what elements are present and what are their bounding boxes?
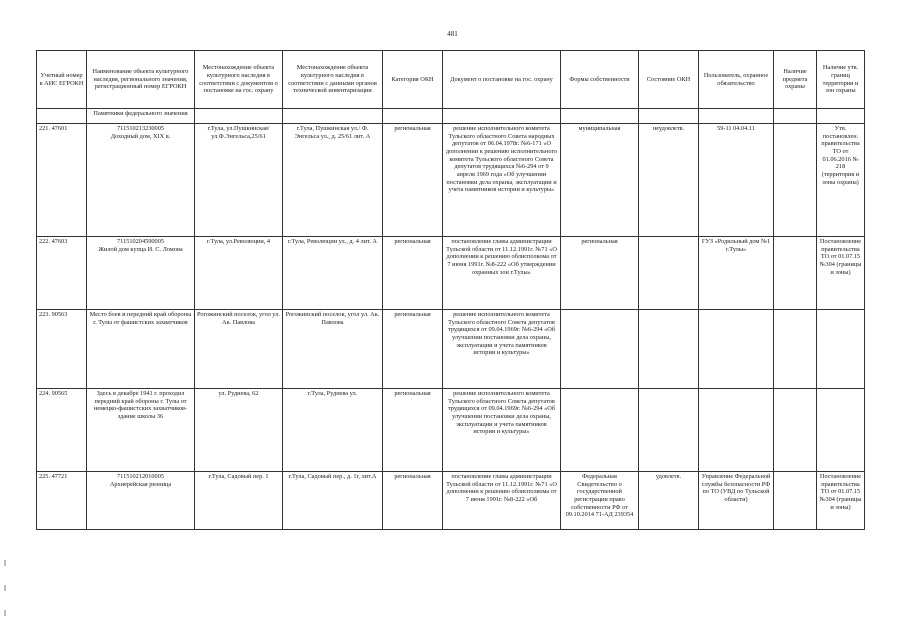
- cell-object-name: 711510212010005 Архиерейская ризница: [87, 472, 195, 530]
- cell-registry-number: 221. 47601: [37, 124, 87, 237]
- cell-category: региональная: [383, 237, 443, 310]
- cell-protection-subject: [774, 389, 817, 472]
- cell-category: региональная: [383, 472, 443, 530]
- scan-edge-mark: [4, 585, 6, 591]
- cell-location-tech: г.Тула, Революции ул., д. 4 лит. А: [283, 237, 383, 310]
- cell-protection-document: решение исполнительного комитета Тульского областного Совета депутатов трудящихся от 09.04.1969г. №6-294 «Об улучшении постановки дела охраны, эксплуатации и учета памятников истории и культуры»: [443, 389, 561, 472]
- header-registry-number: Учетный номер в АИС ЕГРОКН: [37, 51, 87, 109]
- header-boundaries: Наличие утв. границ территории и зон охраны: [817, 51, 865, 109]
- header-user-obligation: Пользователь, охранное обязательство: [699, 51, 774, 109]
- header-location-tech: Местонахождение объекта культурного наследия в соответствии с данными органов технической инвентаризации: [283, 51, 383, 109]
- scan-edge-mark: [4, 610, 6, 616]
- header-row: [37, 51, 865, 109]
- cell-protection-subject: [774, 310, 817, 389]
- cell-boundaries: Постановление правительства ТО от 01.07.15 №304 (границы и зоны): [817, 472, 865, 530]
- cell-user-obligation: Управление Федеральной службы безопасности РФ по ТО (УВД по Тульской области): [699, 472, 774, 530]
- subheader-empty-cell: [383, 109, 443, 124]
- cell-location-tech: г.Тула, Пушкинская ул./ Ф. Энгельса ул., д. 25/61 лит. А: [283, 124, 383, 237]
- cell-location-tech: г.Тула, Руднева ул.: [283, 389, 383, 472]
- cell-ownership: [561, 310, 639, 389]
- cell-ownership: Федеральная Свидетельство о государственной регистрации право собственности РФ от 09.10.2014 71-АД 239354: [561, 472, 639, 530]
- header-condition: Состояние ОКН: [639, 51, 699, 109]
- header-protection-subject: Наличие предмета охраны: [774, 51, 817, 109]
- cell-object-name: Здесь в декабре 1941 г. проходил передний край обороны г. Тулы от немецко-фашистских захватчиков-здание школы 36: [87, 389, 195, 472]
- cell-protection-document: постановление главы администрации Тульской области от 11.12.1991г. №71 «О дополнении к решению облисполкома от 7 июня 1991г. №8-222 «Об утверждении охранных зон г.Тулы»: [443, 237, 561, 310]
- cell-boundaries: Утв. постановлен. правительства ТО от 01.06.2016 № 218 (территория и зоны охраны): [817, 124, 865, 237]
- subheader-empty-cell: [561, 109, 639, 124]
- subheader-empty-cell: [37, 109, 87, 124]
- table-row: [37, 124, 865, 237]
- table-row: [37, 472, 865, 530]
- header-ownership: Формы собственности: [561, 51, 639, 109]
- subheader-empty-cell: [817, 109, 865, 124]
- cell-ownership: [561, 389, 639, 472]
- cell-ownership: муниципальная: [561, 124, 639, 237]
- scan-edge-mark: [4, 560, 6, 566]
- cell-boundaries: Постановление правительства ТО от 01.07.15 №304 (границы и зоны): [817, 237, 865, 310]
- cell-location-doc: ул. Руднева, 62: [195, 389, 283, 472]
- subheader-row: [37, 109, 865, 124]
- cell-protection-document: постановление главы администрации Тульской области от 11.12.1991г. №71 «О дополнении к решению облисполкома от 7 июня 1991г. №8-222 «Об: [443, 472, 561, 530]
- table-row: [37, 237, 865, 310]
- cell-registry-number: 224. 90565: [37, 389, 87, 472]
- cell-user-obligation: [699, 389, 774, 472]
- header-location-doc: Местонахождение объекта культурного наследия в соответствии с документом о постановке на гос. охрану: [195, 51, 283, 109]
- cell-condition: [639, 310, 699, 389]
- cell-condition: удовлетв.: [639, 472, 699, 530]
- subheader-empty-cell: [283, 109, 383, 124]
- cell-category: региональная: [383, 310, 443, 389]
- cell-location-tech: г.Тула, Садовый пер., д. 1г, лит.А: [283, 472, 383, 530]
- cell-registry-number: 222. 47603: [37, 237, 87, 310]
- cell-category: региональная: [383, 389, 443, 472]
- cell-protection-document: решение исполнительного комитета Тульского областного Совета депутатов трудящихся от 09.04.1969г. №6-294 «Об улучшении постановки дела охраны, эксплуатации и учета памятников истории и культуры»: [443, 310, 561, 389]
- cell-user-obligation: 59-11 04.04.11: [699, 124, 774, 237]
- cell-category: региональная: [383, 124, 443, 237]
- cell-condition: неудовлетв.: [639, 124, 699, 237]
- cell-location-tech: Рогожинский поселок, угол ул. Ак. Павлова: [283, 310, 383, 389]
- heritage-register-table: [36, 50, 865, 530]
- cell-object-name: Место боев и передний край обороны г. Тулы от фашистских захватчиков: [87, 310, 195, 389]
- cell-object-name: 711510204590005 Жилой дом купца И. С. Ломова: [87, 237, 195, 310]
- subheader-empty-cell: [195, 109, 283, 124]
- cell-location-doc: г.Тула, Садовый пер. 1: [195, 472, 283, 530]
- cell-protection-subject: [774, 237, 817, 310]
- header-protection-document: Документ о постановке на гос. охрану: [443, 51, 561, 109]
- cell-condition: [639, 389, 699, 472]
- cell-registry-number: 223. 90563: [37, 310, 87, 389]
- cell-location-doc: г.Тула, ул.Революции, 4: [195, 237, 283, 310]
- cell-registry-number: 225. 47721: [37, 472, 87, 530]
- subheader-label: Памятники федерального значения: [87, 109, 195, 124]
- cell-ownership: региональная: [561, 237, 639, 310]
- header-object-name: Наименование объекта культурного наследия, регионального значения, регистрационный номер ЕГРОКН: [87, 51, 195, 109]
- cell-protection-subject: [774, 472, 817, 530]
- cell-location-doc: Рогожинский поселок, угол ул. Ак. Павлова: [195, 310, 283, 389]
- cell-user-obligation: [699, 310, 774, 389]
- cell-boundaries: [817, 389, 865, 472]
- subheader-empty-cell: [699, 109, 774, 124]
- cell-boundaries: [817, 310, 865, 389]
- subheader-empty-cell: [774, 109, 817, 124]
- table-row: [37, 310, 865, 389]
- cell-protection-document: решение исполнительного комитета Тульского областного Совета народных депутатов от 06.04.1978г. №6-171 «О дополнении к решению исполнительного комитета Тульского областного Совета депутатов трудящихся №6-294 от 9 апреля 1969 года «Об улучшении постановки дела охраны, эксплуатации и учета памятников истории и культуры»: [443, 124, 561, 237]
- table-row: [37, 389, 865, 472]
- cell-condition: [639, 237, 699, 310]
- page-number: 481: [447, 30, 458, 38]
- cell-location-doc: г.Тула, ул.Пушкинская/ ул.Ф.Энгельса,25/61: [195, 124, 283, 237]
- header-category: Категория ОКН: [383, 51, 443, 109]
- cell-object-name: 711510213230005 Доходный дом, XIX в.: [87, 124, 195, 237]
- cell-protection-subject: [774, 124, 817, 237]
- subheader-empty-cell: [443, 109, 561, 124]
- cell-user-obligation: ГУЗ «Родильный дом №1 г.Тулы»: [699, 237, 774, 310]
- subheader-empty-cell: [639, 109, 699, 124]
